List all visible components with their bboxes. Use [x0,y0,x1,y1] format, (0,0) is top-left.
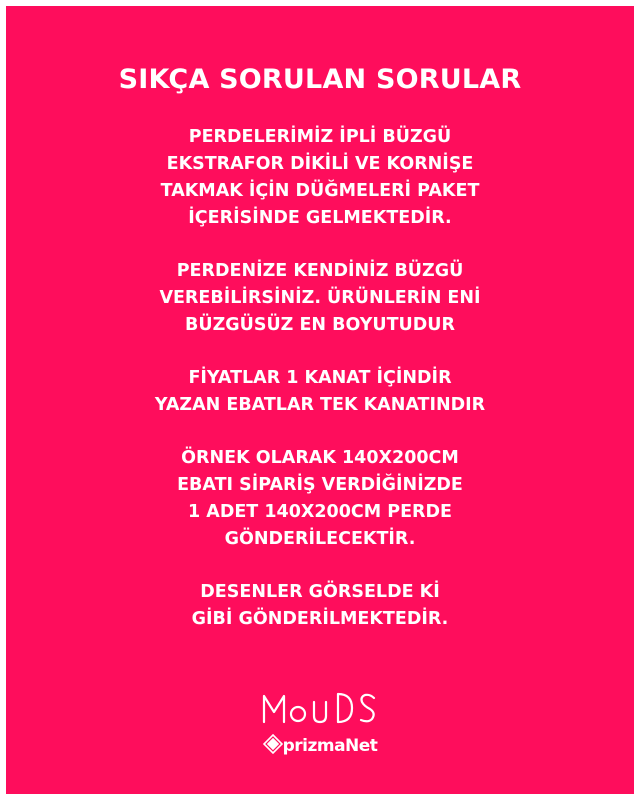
faq-item-1 [6,124,634,232]
faq-line: GİBİ GÖNDERİLMEKTEDİR. [191,609,449,629]
faq-list [6,124,634,659]
faq-panel [6,6,634,794]
faq-line: YAZAN EBATLAR TEK KANATINDIR [154,395,486,415]
faq-line: EKSTRAFOR DİKİLİ VE KORNİŞE [166,154,474,174]
faq-line: FİYATLAR 1 KANAT İÇİNDİR [188,368,452,388]
brand-block [6,688,634,758]
faq-line: EBATI SİPARİŞ VERDİĞİNİZDE [177,475,463,495]
faq-item-4 [6,445,634,553]
faq-item-2 [6,258,634,339]
faq-line: PERDENİZE KENDİNİZ BÜZGÜ [176,261,464,281]
faq-line: 1 ADET 140X200CM PERDE [188,502,452,522]
prizmanet-wordmark: prizmaNet [282,736,378,756]
faq-line: GÖNDERİLECEKTİR. [224,529,416,549]
faq-line: TAKMAK İÇİN DÜĞMELERİ PAKET [160,181,480,201]
page-title: SIKÇA SORULAN SORULAR [118,64,522,95]
faq-item-5 [6,579,634,633]
faq-line: İÇERİSİNDE GELMEKTEDİR. [188,208,452,228]
faq-line: BÜZGÜSÜZ EN BOYUTUDUR [185,315,455,335]
faq-line: ÖRNEK OLARAK 140X200CM [181,448,459,468]
mouds-logo [260,688,380,732]
faq-line: PERDELERİMİZ İPLİ BÜZGÜ [188,127,452,147]
faq-line: VEREBİLİRSİNİZ. ÜRÜNLERİN ENİ [159,288,481,308]
prizmanet-logo-icon [263,734,283,758]
faq-item-3 [6,365,634,419]
faq-line: DESENLER GÖRSELDE Kİ [200,582,440,602]
prizmanet-logo [6,734,634,758]
